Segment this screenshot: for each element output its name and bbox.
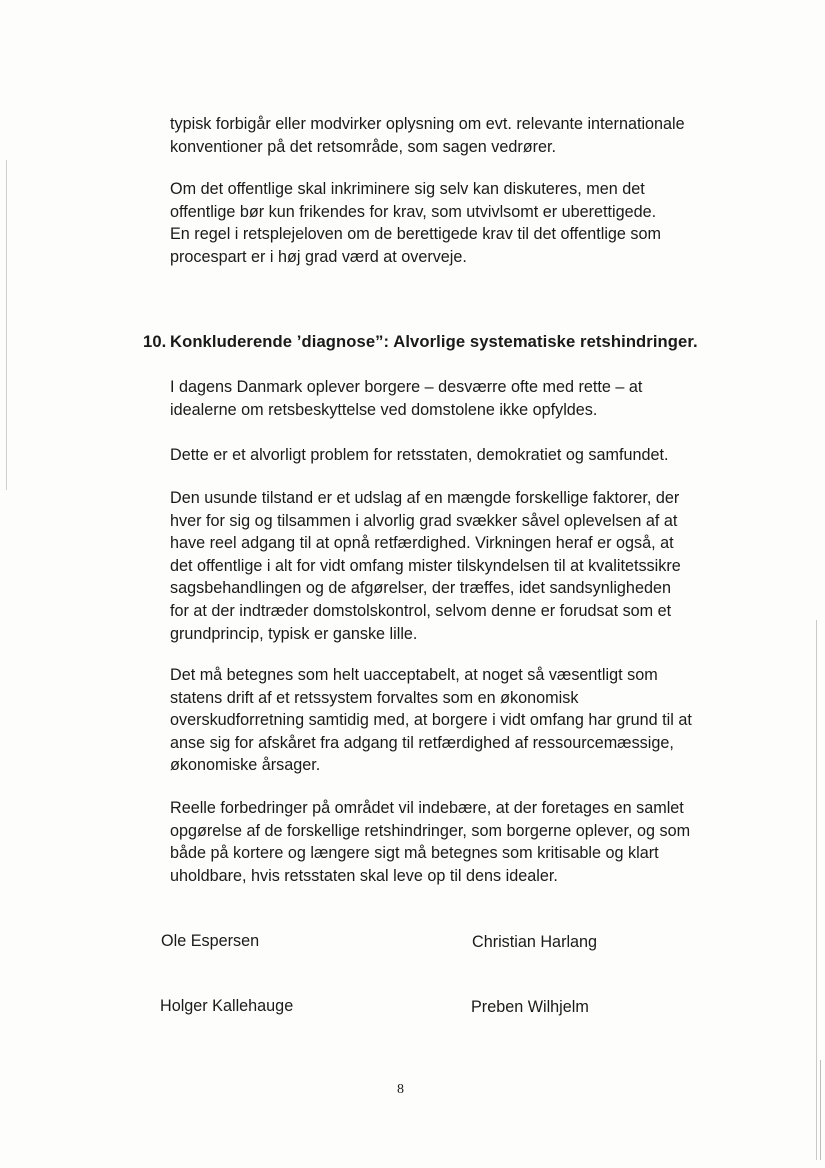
paragraph-offentlige: Om det offentlige skal inkriminere sig selv kan diskuteres, men det offentlige bør kun frikendes for krav, som utvivlsomt er uberettigede. En regel i retsplejeloven om de berettigede krav til det offentlige som procespart er i høj grad værd at overveje. <box>170 180 661 266</box>
section-title: Konkluderende ’diagnose”: Alvorlige systematiske retshindringer. <box>170 332 698 351</box>
scan-edge-right-lower <box>820 1060 821 1160</box>
paragraph-alvorligt-problem: Dette er et alvorligt problem for retsstaten, demokratiet og samfundet. <box>170 446 669 464</box>
signatory-holger-kallehauge: Holger Kallehauge <box>160 997 294 1015</box>
scan-edge-right <box>816 620 817 1160</box>
section-number: 10. <box>143 332 167 351</box>
paragraph-continuation: typisk forbigår eller modvirker oplysning om evt. relevante internationale konventioner på det retsområde, som sagen vedrører. <box>170 115 685 156</box>
signatory-ole-espersen: Ole Espersen <box>161 932 260 950</box>
paragraph-forbedringer: Reelle forbedringer på området vil indebære, at der foretages en samlet opgørelse af de forskellige retshindringer, som borgerne oplever, og som både på kortere og længere sigt må betegnes som kritisable og klart uholdbare, hvis retsstaten skal leve op til dens idealer. <box>170 799 691 885</box>
paragraph-dagens-danmark: I dagens Danmark oplever borgere – desværre ofte med rette – at idealerne om retsbeskyttelse ved domstolene ikke opfyldes. <box>170 378 643 419</box>
scan-edge-left <box>6 160 7 490</box>
signatory-preben-wilhjelm: Preben Wilhjelm <box>471 998 589 1016</box>
page-number: 8 <box>397 1082 404 1097</box>
signatory-christian-harlang: Christian Harlang <box>472 933 598 951</box>
section-heading <box>143 331 698 353</box>
paragraph-uacceptabelt: Det må betegnes som helt uacceptabelt, at noget så væsentligt som statens drift af et retssystem forvaltes som en økonomisk overskudforretning samtidig med, at borgere i vidt omfang har grund til at anse sig for afskåret fra adgang til retfærdighed af ressourcemæssige, økonomiske årsager. <box>170 666 692 775</box>
paragraph-usunde-tilstand: Den usunde tilstand er et udslag af en mængde forskellige faktorer, der hver for sig og tilsammen i alvorlig grad svækker såvel oplevelsen af at have reel adgang til at opnå retfærdighed. Virkningen heraf er også, at det offentlige i alt for vidt omfang mister tilskyndelsen til at kvalitetssikre sagsbehandlingen og de afgørelser, der træffes, idet sandsynligheden for at der indtræder domstolskontrol, selvom denne er forudsat som et grundprincip, typisk er ganske lille. <box>170 489 681 643</box>
